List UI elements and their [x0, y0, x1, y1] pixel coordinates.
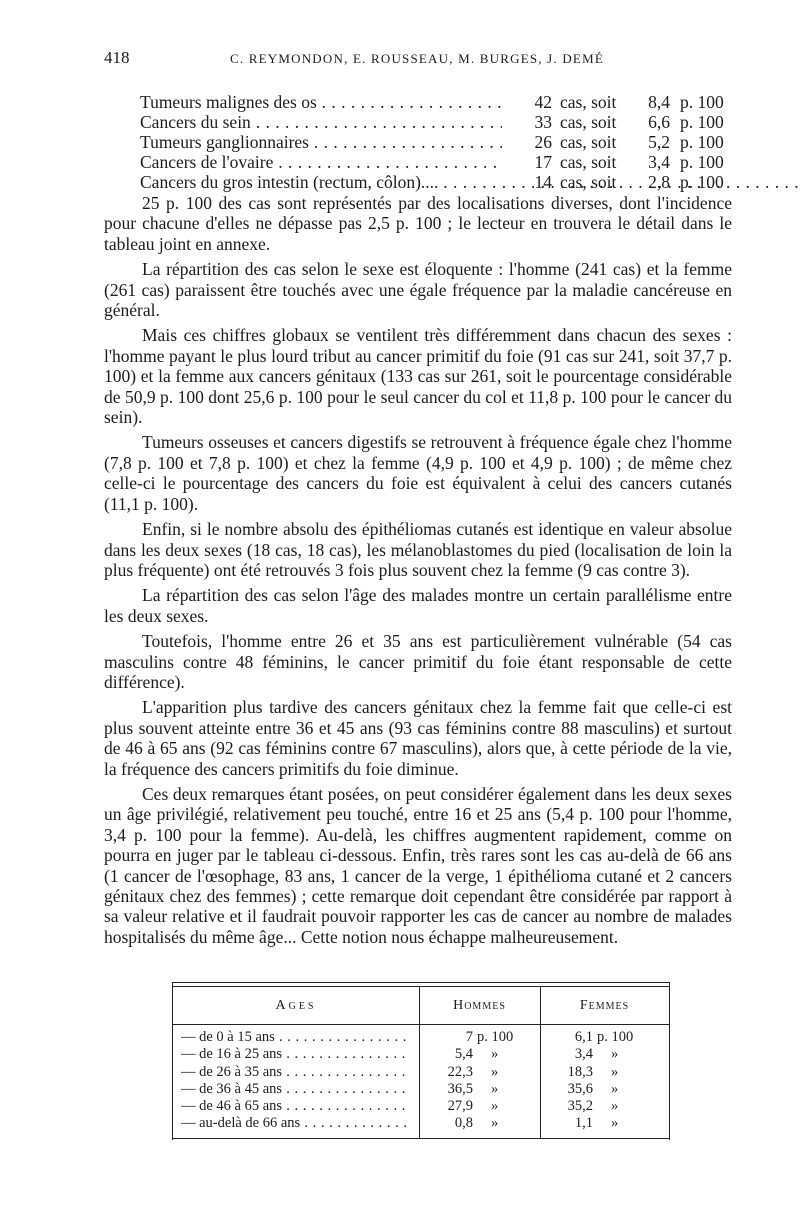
men-value: 0,8 — [454, 1115, 473, 1132]
stat-unit: p. 100 — [680, 112, 724, 132]
men-value: 27,9 — [447, 1098, 473, 1115]
paragraph: La répartition des cas selon le sexe est éloquente : l'homme (241 cas) et la femme (261 cas) paraissent être touchés avec une égale fréquence par la maladie cancéreuse en général. — [104, 259, 732, 321]
stat-count: 14 — [534, 172, 552, 192]
paragraph: Ces deux remarques étant posées, on peut considérer également dans les deux sexes un âge privilégié, relativement peu touché, entre 16 et 25 ans (5,4 p. 100 pour l'homme, 3,4 p. 100 pour la femme). Au-delà, les chiffres augmentent rapidement, comme on pourra en juger par le tableau ci-dessous. Enfin, très rares sont les cas au-delà de 66 ans (1 cancer de l'œsophage, 83 ans, 1 cancer de la verge, 1 épithélioma cutané et 2 cancers génitaux chez des femmes) ; cette remarque doit cependant être considérée par rapport à sa valeur relative et il faudrait pouvoir rapporter les cas de cancer au nombre de malades hospitalisés du même âge... Cette notion nous échappe malheureusement. — [104, 783, 732, 947]
stat-unit: p. 100 — [680, 92, 724, 112]
women-value: 18,3 — [567, 1063, 593, 1080]
age-range: — de 46 à 65 ans . . . — [181, 1098, 409, 1115]
stat-count: 33 — [534, 112, 552, 132]
stat-row — [140, 172, 740, 192]
cancer-stats-list — [140, 92, 740, 192]
stat-cas: cas, soit — [560, 112, 617, 132]
women-unit: » — [611, 1098, 619, 1115]
age-range: — de 36 à 45 ans . . . — [181, 1081, 409, 1098]
page-header — [104, 48, 734, 72]
stat-count: 26 — [534, 132, 552, 152]
paragraph: Enfin, si le nombre absolu des épithéliomas cutanés est identique en valeur absolue dans les deux sexes (18 cas, 18 cas), les mélanoblastomes du pied (localisation de loin la plus fréquente) ont été retrouvés 3 fois plus souvent chez la femme (9 cas contre 3). — [104, 519, 732, 580]
table-rule — [173, 1024, 669, 1025]
paragraph: L'apparition plus tardive des cancers génitaux chez la femme fait que celle-ci est plus souvent atteinte entre 36 et 45 ans (93 cas féminins contre 88 masculins) et surtout de 46 à 65 ans (92 cas féminins contre 67 masculins), alors que, à cette période de la vie, la fréquence des cancers primitifs du foie diminue. — [104, 697, 732, 779]
table-body — [173, 1029, 669, 1133]
body-text — [104, 193, 732, 952]
stat-label: Cancers de l'ovaire . . . — [140, 152, 502, 172]
paragraph: La répartition des cas selon l'âge des malades montre un certain parallélisme entre les deux sexes. — [104, 585, 732, 626]
stat-row — [140, 132, 740, 152]
men-unit: » — [491, 1063, 499, 1080]
stat-cas: cas, soit — [560, 152, 617, 172]
table-row — [173, 1064, 669, 1081]
women-value: 3,4 — [574, 1046, 593, 1063]
table-rule — [173, 982, 669, 983]
stat-label: Tumeurs ganglionnaires . . . — [140, 132, 502, 152]
women-unit: » — [611, 1080, 619, 1097]
stat-percent: 5,2 — [648, 132, 670, 152]
women-unit: » — [611, 1046, 619, 1063]
table-row — [173, 1029, 669, 1046]
women-unit: p. 100 — [597, 1029, 634, 1045]
stat-row — [140, 112, 740, 132]
paragraph: 25 p. 100 des cas sont représentés par des localisations diverses, dont l'incidence pour chacune d'elles ne dépasse pas 2,5 p. 100 ; le lecteur en trouvera le détail dans le tableau joint en annexe. — [104, 193, 732, 254]
men-unit: p. 100 — [477, 1029, 514, 1045]
stat-percent: 2,8 — [648, 172, 670, 192]
stat-percent: 8,4 — [648, 92, 670, 112]
column-header-hommes: Hommes — [453, 998, 506, 1013]
paragraph: Tumeurs osseuses et cancers digestifs se retrouvent à fréquence égale chez l'homme (7,8 p. 100 et 7,8 p. 100) et chez la femme (4,9 p. 100 et 4,9 p. 100) ; de même chez celle-ci le pourcentage des cancers du foie est équivalent à celui des cancers cutanés (11,1 p. 100). — [104, 432, 732, 514]
women-value: 1,1 — [574, 1115, 593, 1132]
men-unit: » — [491, 1080, 499, 1097]
stat-cas: cas, soit — [560, 172, 617, 192]
table-row — [173, 1046, 669, 1063]
stat-row — [140, 92, 740, 112]
women-value: 35,2 — [567, 1098, 593, 1115]
women-value: 6,1 — [574, 1029, 593, 1045]
running-title: C. REYMONDON, E. ROUSSEAU, M. BURGES, J. DEMÉ — [230, 51, 604, 66]
stat-count: 17 — [534, 152, 552, 172]
column-header-ages: Ages — [275, 998, 317, 1013]
stat-unit: p. 100 — [680, 132, 724, 152]
men-value: 7 — [465, 1029, 473, 1045]
page-number: 418 — [104, 48, 130, 67]
stat-label: Cancers du gros intestin (rectum, côlon).... . . . — [140, 172, 502, 192]
table-row — [173, 1115, 669, 1132]
age-range: — au-delà de 66 ans . . . — [181, 1115, 409, 1132]
stat-percent: 6,6 — [648, 112, 670, 132]
women-unit: » — [611, 1063, 619, 1080]
stat-row — [140, 152, 740, 172]
stat-label: Tumeurs malignes des os . . . — [140, 92, 502, 112]
men-value: 22,3 — [447, 1063, 473, 1080]
stat-percent: 3,4 — [648, 152, 670, 172]
age-range: — de 26 à 35 ans . . . — [181, 1064, 409, 1081]
table-row — [173, 1081, 669, 1098]
stat-cas: cas, soit — [560, 92, 617, 112]
age-distribution-table — [172, 982, 670, 1140]
stat-cas: cas, soit — [560, 132, 617, 152]
stat-label: Cancers du sein . . . — [140, 112, 502, 132]
table-rule — [173, 1138, 669, 1139]
stat-count: 42 — [534, 92, 552, 112]
stat-unit: p. 100 — [680, 172, 724, 192]
men-unit: » — [491, 1098, 499, 1115]
women-unit: » — [611, 1115, 619, 1132]
stat-unit: p. 100 — [680, 152, 724, 172]
column-header-femmes: Femmes — [579, 998, 630, 1013]
men-value: 36,5 — [447, 1080, 473, 1097]
men-unit: » — [491, 1046, 499, 1063]
age-range: — de 16 à 25 ans . . . — [181, 1046, 409, 1063]
age-range: — de 0 à 15 ans . . . — [181, 1029, 409, 1046]
table-rule — [173, 986, 669, 987]
table-row — [173, 1098, 669, 1115]
paragraph: Toutefois, l'homme entre 26 et 35 ans est particulièrement vulnérable (54 cas masculins contre 48 féminins, le cancer primitif du foie étant responsable de cette différence). — [104, 631, 732, 692]
men-value: 5,4 — [454, 1046, 473, 1063]
women-value: 35,6 — [567, 1080, 593, 1097]
men-unit: » — [491, 1115, 499, 1132]
paragraph: Mais ces chiffres globaux se ventilent très différemment dans chacun des sexes : l'homme payant le plus lourd tribut au cancer primitif du foie (91 cas sur 241, soit 37,7 p. 100) et la femme aux cancers génitaux (133 cas sur 261, soit le pourcentage considérable de 50,9 p. 100 dont 25,6 p. 100 pour le seul cancer du col et 11,8 p. 100 pour le cancer du sein). — [104, 325, 732, 428]
